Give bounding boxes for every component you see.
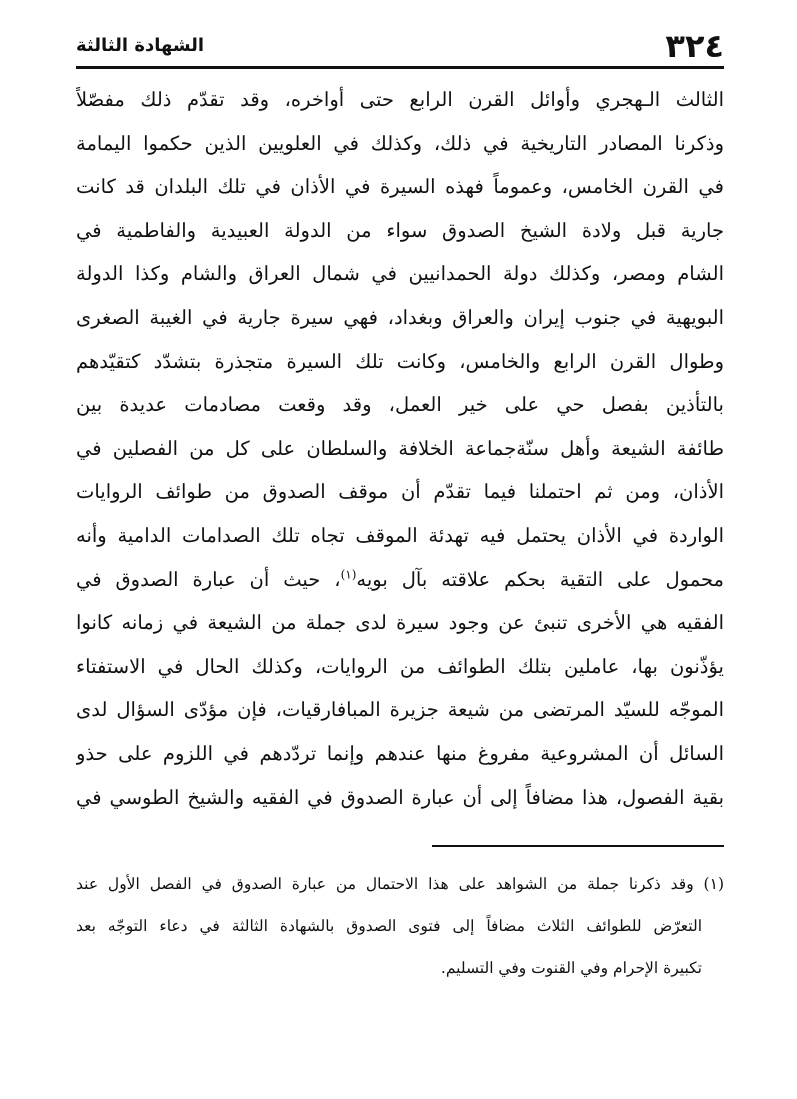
text-line: طائفة الشيعة وأهل سنّةجماعة الخلافة والسلطان على كل من الفصلين في	[76, 436, 724, 460]
main-text	[76, 78, 724, 819]
footnote-reference[interactable]: (١)	[340, 567, 357, 582]
text-line: الشام ومصر، وكذلك دولة الحمدانيين في شمال العراق والشام وكذا الدولة	[76, 262, 724, 286]
page-number: ٣٢٤	[665, 27, 724, 65]
text-line: الواردة في الأذان يحتمل فيه تهدئة الموقف تجاه تلك الصدامات الدامية وأنه	[76, 523, 724, 547]
text-line: يؤذّنون بها، عاملين بتلك الطوائف من الروايات، وكذلك الحال في الاستفتاء	[76, 654, 724, 678]
header-divider	[76, 66, 724, 69]
footnotes	[76, 868, 724, 994]
running-title: الشهادة الثالثة	[76, 35, 205, 56]
text-line: وذكرنا المصادر التاريخية في ذلك، وكذلك في العلويين الذين حكموا اليمامة	[76, 131, 724, 155]
text-line: البويهية في جنوب إيران والعراق وبغداد، فهي سيرة جارية في الغيبة الصغرى	[76, 305, 724, 329]
text-line: وطوال القرن الرابع والخامس، وكانت تلك السيرة متجذرة بتشدّد كتقيّدهم	[76, 349, 724, 373]
text-segment: ، حيث أن عبارة الصدوق في	[76, 567, 341, 591]
footnote-line: تكبيرة الإحرام وفي القنوت وفي التسليم.	[440, 959, 702, 977]
text-line: بالتأذين بفصل حي على خير العمل، وقد وقعت مصادمات عديدة بين	[76, 393, 724, 417]
footnote-line: التعرّض للطوائف الثلاث مضافاً إلى فتوى الصدوق بالشهادة الثالثة في دعاء التوجّه بعد	[76, 917, 702, 935]
footnote-line: (١) وقد ذكرنا جملة من الشواهد على هذا الاحتمال من عبارة الصدوق في الفصل الأول عند	[76, 875, 724, 893]
text-line: بقية الفصول، هذا مضافاً إلى أن عبارة الصدوق في الفقيه والشيخ الطوسي في	[76, 785, 724, 809]
text-line: جارية قبل ولادة الشيخ الصدوق سواء من الدولة العبيدية والفاطمية في	[76, 218, 724, 242]
footnote-divider	[432, 845, 724, 847]
text-line: الأذان، ومن ثم احتملنا فيما تقدّم أن موقف الصدوق من طوائف الروايات	[76, 480, 724, 504]
text-segment: محمول على التقية بحكم علاقته بآل بويه	[356, 567, 724, 591]
text-line-with-footnote-ref	[76, 558, 724, 602]
text-line: في القرن الخامس، وعموماً فهذه السيرة في الأذان في تلك البلدان قد كانت	[76, 175, 724, 199]
text-line: السائل أن المشروعية مفروغ منها عندهم وإنما تردّدهم في اللزوم على حذو	[76, 741, 724, 765]
text-line: الفقيه هي الأخرى تنبئ عن وجود سيرة لدى جملة من الشيعة في زمانه كانوا	[76, 611, 724, 635]
text-line: الموجّه للسيّد المرتضى من شيعة جزيرة المبافارقيات، فإن مؤدّى السؤال لدى	[76, 698, 724, 722]
text-line: الثالث الـهجري وأوائل القرن الرابع حتى أواخره، وقد تقدّم ذلك مفصّلاً	[76, 88, 724, 111]
page-header	[76, 28, 724, 68]
